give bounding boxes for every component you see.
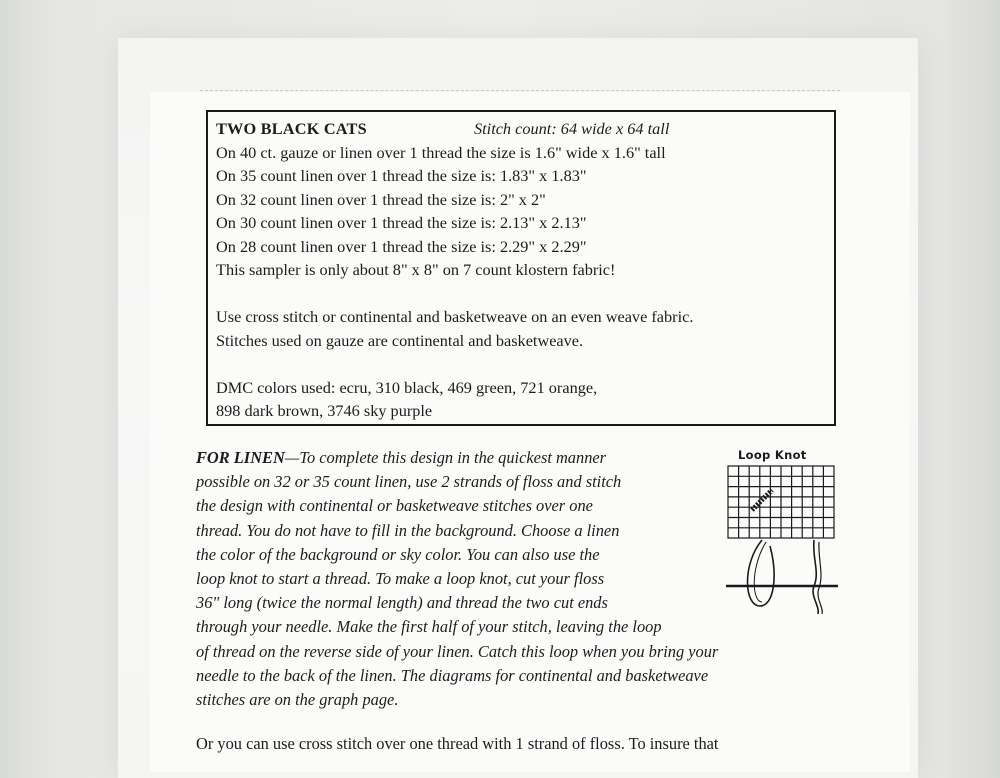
size-line: On 28 count linen over 1 thread the size is: 2.29" x 2.29" [216,236,587,256]
colors-line: DMC colors used: ecru, 310 black, 469 green, 721 orange, [216,377,598,397]
stitch-info-line: Stitches used on gauze are continental and basketweave. [216,330,584,350]
linen-line: loop knot to start a thread. To make a loop knot, cut your floss [196,568,605,588]
linen-line: possible on 32 or 35 count linen, use 2 strands of floss and stitch [196,472,622,492]
size-line: On 30 count linen over 1 thread the size is: 2.13" x 2.13" [216,213,587,232]
linen-line: thread. You do not have to fill in the background. Choose a linen [196,520,620,540]
size-line: On 32 count linen over 1 thread the size is: 2" x 2" [216,189,546,209]
pattern-title: TWO BLACK CATS [216,119,367,138]
linen-line: of thread on the reverse side of your linen. Catch this loop when you bring your [196,641,719,661]
size-line: On 40 ct. gauze or linen over 1 thread the size is 1.6" wide x 1.6" tall [216,142,666,162]
cross-stitch-note: Or you can use cross stitch over one thread with 1 strand of floss. To insure that [196,734,719,753]
linen-line: —To complete this design in the quickest manner [284,448,607,467]
linen-line: through your needle. Make the first half of your stitch, leaving the loop [196,617,662,637]
linen-line: stitches are on the graph page. [196,689,399,709]
linen-line: needle to the back of the linen. The diagrams for continental and basketweave [196,665,709,685]
loop-knot-label: Loop Knot [738,448,807,462]
stitch-info-line: Use cross stitch or continental and basketweave on an even weave fabric. [216,307,694,326]
linen-heading: FOR LINEN [196,448,285,467]
loop-knot-illustration [722,446,846,616]
linen-line: 36" long (twice the normal length) and thread the two cut ends [196,593,608,613]
stitch-count: Stitch count: 64 wide x 64 tall [474,119,670,138]
size-line: This sampler is only about 8" x 8" on 7 count klostern fabric! [216,260,616,279]
linen-line: the color of the background or sky color. You can also use the [196,544,600,564]
size-line: On 35 count linen over 1 thread the size is: 1.83" x 1.83" [216,166,587,185]
pattern-info-box [206,110,836,426]
loop-knot-diagram [722,446,846,616]
linen-line: the design with continental or basketweave stitches over one [196,496,593,516]
colors-line: 898 dark brown, 3746 sky purple [216,401,433,420]
